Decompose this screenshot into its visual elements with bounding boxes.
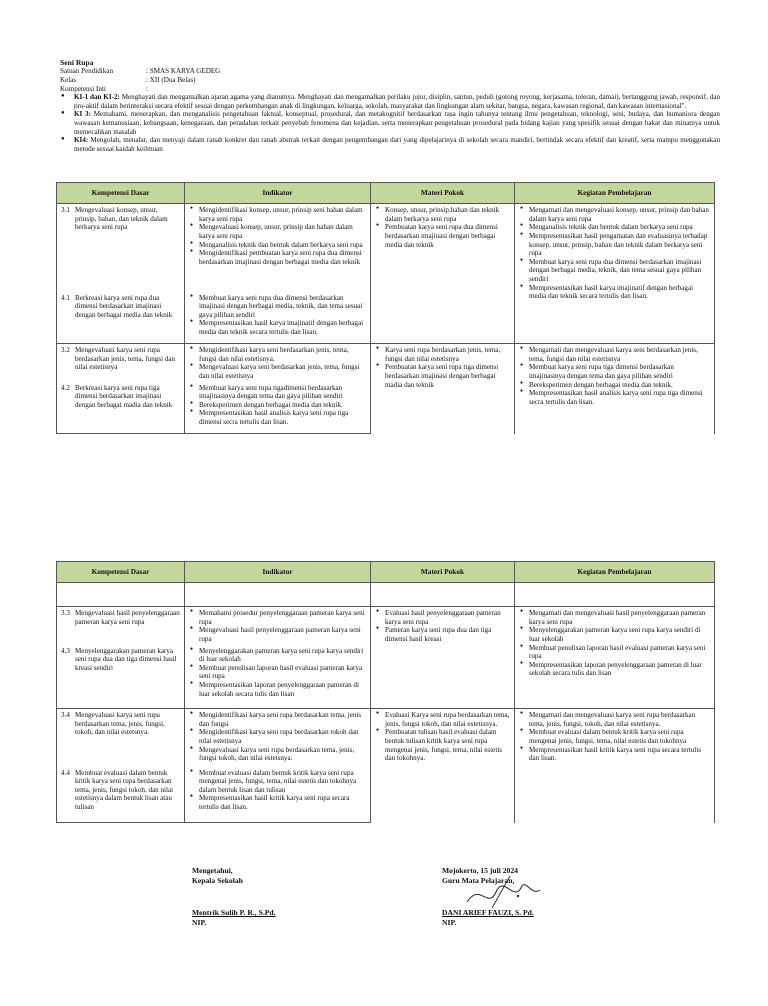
list-item: ● Menyelenggarakan pameran karya seni rupa karya sendiri di luar sekolah [529, 626, 710, 643]
list-item: ● Mempresentasikan hasil karya imajinatif dengan berbagai media dan teknik secara tertulis dan lisan. [529, 284, 710, 301]
list-item: ● Mengevaluasi hasil penyelenggaraan pameran karya seni rupa [199, 626, 366, 643]
kd-cell [57, 645, 185, 709]
col-header-kd: Kompetensi Dasar [57, 562, 185, 583]
col-header-kd: Kompetensi Dasar [57, 183, 185, 204]
indikator-cell [185, 292, 371, 344]
kd-number: 3.1 [61, 206, 70, 214]
kd-cell [57, 292, 185, 344]
info-value: : XII (Dua Belas) [146, 75, 196, 84]
table-row-spacer [57, 583, 715, 607]
info-row-school [60, 67, 720, 76]
list-item: ● Mengidentifikasi karya seni berdasarkan jenis, tema, fungsi dan nilai estetisnya. [199, 346, 366, 363]
kd-cell [57, 767, 185, 823]
info-row-ki [60, 85, 720, 94]
list-item: ● Mengamati dan mengevaluasi konsep, unsur, prinsip dan bahan dalam karya seni rupa [529, 206, 710, 223]
list-item: ● Pembuatan tulisan hasil evaluasi dalam bentuk tulisan kritik karya seni rupa mengenai jenis, fungsi, tema, nilai estetis dan tokohnya. [385, 728, 510, 763]
ki-item [74, 110, 720, 136]
list-item: ● Membuat karya seni rupa tigadimensi berdasarkan imajinasinya dengan tema dan gaya pilihan sendiri [199, 384, 366, 401]
kd-text: Mengevaluasi hasil penyelenggaraan pameran karya seni rupa [75, 609, 180, 626]
list-item: ● Mempresentasikan hasil kritik karya seni rupa secara tertulis dan lisan. [199, 794, 366, 811]
indikator-cell [185, 204, 371, 292]
materi-cell [371, 204, 515, 344]
list-item: ● Karya seni rupa berdasarkan jenis, tema, fungsi dan nilai estetisnya [385, 346, 510, 363]
document-header [60, 58, 720, 154]
nip-label: NIP. [192, 917, 207, 927]
ki-item [74, 93, 720, 110]
info-key: Satuan Pendidikan [60, 67, 113, 76]
ki-text: Menghayati dan mengamalkan ajaran agama yang dianutnya. Menghayati dan mengamalkan perilaku jujur, disiplin, santun, peduli (gotong royong, kerjasama, toleran, damai), bertanggung jawab, responsif, dan pro-aktif dalam berinteraksi secara efektif sesuai dengan perkembangan anak di lingkungan, keluarga, sekolah, masyarakat dan lingkungan alam sekitar, bangsa, negara, kawasan regional, dan kawasan internasional". [74, 93, 720, 110]
kd-number: 4.4 [61, 768, 70, 777]
list-item: ● Mengevaluasi karya seni berdasarkan jenis, tema, fungsi dan nilai estetisnya [199, 363, 366, 380]
list-item: ● Mengevaluasi karya seni rupa berdasarkan tema, jenis, fungsi tokoh, dan nilai estetsnya. [199, 746, 366, 763]
ki-text: Mengolah, menalar, dan menyaji dalam ranah konkret dan ranah abstrak terkait dengan pengembangan dari yang dipelajarinya di sekolah secara mandiri, bertindak secara efektif dan kreatif, serta mampu menggunakan metode sesuai kaidah keilmuan [74, 136, 720, 154]
list-item: ● Mengamati dan mengevaluasi karya seni berdasarkan jenis, tema, fungsi dan nilai estetisnya [529, 346, 710, 363]
list-item: ● Mengamati dan mengevaluasi hasil penyelenggaraan pameran karya seni rupa [529, 609, 710, 626]
kd-text: Berkreasi karya seni rupa tiga dimensi berdasarkan imajinasi dengan berbagai madia dan teknik [75, 383, 173, 409]
list-item: ● Mempresentasikan laporan penyelenggaraan pameran di luar sekolah secara tulis dan lisan [199, 681, 366, 698]
list-item: ● Mengidentifikasi pembuatan karya seni rupa dua dimensi berdasarkan imajinasi dengan berbagai media dan teknik [199, 249, 366, 266]
competency-table-2 [56, 561, 715, 823]
kegiatan-cell [515, 204, 715, 344]
kd-cell [57, 204, 185, 292]
col-header-kegiatan: Kegiatan Pembelajaran [515, 562, 715, 583]
kd-text: Mengevaluasi karya seni rupa berdasarkan tema, jenis, fungsi, tokoh, dan nilai estetsnya. [75, 711, 165, 737]
list-item: ● Mengidentifikasi karya seni rupa berdasarkan tokoh dan nilai estetisnya [199, 728, 366, 745]
indikator-cell [185, 382, 371, 434]
list-item: ● Mempresentasikan hasil karya imajinatif dengan berbagai media dan teknik secara tertulis dan lisan. [199, 319, 366, 336]
col-header-indikator: Indikator [185, 183, 371, 204]
kd-number: 3.4 [61, 711, 70, 720]
handwritten-signature [462, 874, 552, 914]
list-item: ● Mengevaluasi konsep, unsur, prinsip dan bahan dalam karya seni rupa [199, 223, 366, 240]
indikator-cell [185, 607, 371, 645]
table-row [57, 344, 715, 382]
kegiatan-cell [515, 607, 715, 709]
col-header-indikator: Indikator [185, 562, 371, 583]
list-item: ● Membuat evaluasi dalam bentuk kritik karya seni rupa mengenai jenis, fungsi, tema, nilai estetis dan tokohnya dalam bentuk lisan dan tulisan [199, 769, 366, 795]
ki-lead: KI4: [74, 136, 89, 145]
materi-cell [371, 709, 515, 823]
list-item: ● Pameran karya seni rupa dua dan tiga dimensi hasil kreasi [385, 626, 510, 643]
list-item: ● Membuat karya seni rupa dua dimensi berdasarkan imajinasi dengan berbagai media, teknik, dan tema sesuai gaya pilihan sendiri [529, 258, 710, 284]
kd-cell [57, 709, 185, 767]
sig-line: Guru Mata Pelajaran, [442, 875, 515, 885]
kd-text: Berkreasi karya seni rupa dua dimensi berdasarkan imajinasi dengan berbagai media dan teknik [75, 293, 173, 319]
list-item: ● Membuat penulisan laporan hasil evaluasi pameran karya seni rupa [529, 644, 710, 661]
indikator-cell [185, 645, 371, 709]
list-item: ● Mengamati dan mengevaluasi karya seni rupa berdasarkan tema, jenis, fungsi, tokoh, dan nilai estetisnya. [529, 711, 710, 728]
list-item: ● Bereksperimen dengan berbagai media dan teknik. [529, 381, 710, 390]
signature-right [442, 866, 534, 927]
ki-text: Memahami, menerapkan, dan menganalisis pengetahuan faktual, konseptual, prosedural, dan metakognitif berdasarkan rasa ingin tahunya tentang ilmu pengetahuan, teknologi, seni, budaya, dan humaniora dengan wawasan kemanusiaan, kebangsaan, kenegaraan, dan peradaban terkait penyebab fenomena dan kejadian, serta menerapkan pengetahuan prosedural pada bidang kajian yang spesifik sesuai dengan bakat dan minatnya untuk memecahkan masalah [74, 110, 720, 136]
kegiatan-cell [515, 709, 715, 823]
indikator-cell [185, 709, 371, 767]
col-header-materi: Materi Pokok [371, 183, 515, 204]
materi-cell [371, 344, 515, 434]
ki-item [74, 136, 720, 153]
subject-title: Seni Rupa [60, 58, 94, 67]
list-item: ● Menganalisis teknik dan bentuk dalam berkarya seni rupa [529, 223, 710, 232]
kd-text: Mengevaluasi karya seni rupa berdasarkan jenis, tema, fungsi dan nilai estetisnya [75, 346, 176, 372]
info-row-class [60, 76, 720, 85]
teacher-name: DANI ARIEF FAUZI, S. Pd. [442, 907, 534, 917]
list-item: ● Mempresentasikan hasil analisis karya seni rupa tiga dimensi secra tertulis dan lisan. [529, 389, 710, 406]
table-row [57, 204, 715, 292]
list-item: ● Pembuatan karya seni rupa tiga dimensi berdasarkan imajinasi dengan berbagai madia dan teknik [385, 363, 510, 389]
list-item: ● Evaluasi hasil penyelenggaraan pameran karya seni rupa [385, 609, 510, 626]
kegiatan-cell [515, 344, 715, 434]
kd-cell [57, 344, 185, 382]
kd-number: 4.3 [61, 646, 70, 655]
list-item: ● Mempresentasikan laporan penyelenggaraan pameran di luar sekolah secara tulis dan lisan [529, 661, 710, 678]
list-item: ● Membuat evaluasi dalam bentuk kritik karya seni rupa mengenai jenis, fungsi, tema, nilai estetis dan tokohnya [529, 728, 710, 745]
table-row [57, 607, 715, 645]
sig-line: Mengetahui, [192, 866, 233, 875]
kd-text: Menyelenggarakan pameran karya seni rupa dua dan tiga dimensi hasil kreasi sendiri [75, 646, 177, 672]
sig-line: Kepala Sekolah [192, 875, 243, 885]
kd-number: 4.1 [61, 293, 70, 302]
list-item: ● Membuat penulisan laporan hasil evaluasi pameran karya seni rupa [199, 664, 366, 681]
competency-table-1 [56, 182, 715, 434]
list-item: ● Mempresentasikan hasil analisis karya seni rupa tiga dimensi secra tertulis dan lisan. [199, 409, 366, 426]
ki-lead: KI 3: [74, 110, 91, 119]
list-item: ● Menyelenggarakan pameran karya seni rupa karya sendiri di luar sekolah [199, 647, 366, 664]
principal-name: Mentrik Sulih P. R., S.Pd. [192, 907, 276, 917]
list-item: ● Membuat karya seni rupa dua dimensi berdasarkan imajinasi dengan berbagai media, teknik, dan tema sesuai gaya pilihan sendiri [199, 294, 366, 320]
kd-text: Membuat evaluasi dalam bentuk kritik karya seni rupa berdasarkan tema, jenis, fungsi tokoh, dan nilai estetisnya dalam bentuk lisan atau tulisan [75, 768, 174, 812]
kd-number: 3.2 [61, 346, 70, 354]
indikator-cell [185, 767, 371, 823]
list-item: ● Mengidentifikasi konsep, unsur, prinsip seni bahan dalam karya seni rupa [199, 206, 366, 223]
list-item: ● Pembuatan karya seni rupa dua dimensi berdasarkan imajinasi dengan berbagai media dan teknik [385, 223, 510, 249]
list-item: ● Memahami prosedur penyelenggaraan pameran karya seni rupa [199, 609, 366, 626]
list-item: ● Konsep, unsur, prinsip,bahan dan teknik dalam berkarya seni rupa [385, 206, 510, 223]
nip-label: NIP. [442, 917, 457, 927]
list-item: ● Bereksperimen dengan berbagai media dan teknik. [199, 401, 366, 410]
kd-number: 3.3 [61, 609, 70, 617]
kd-number: 4.2 [61, 383, 70, 392]
materi-cell [371, 607, 515, 709]
sig-line: Mojokerto, 15 juli 2024 [442, 866, 518, 875]
indikator-cell [185, 344, 371, 382]
list-item: ● Mengidentifikasi karya seni rupa berdasarkan tema, jenis dan fungsi [199, 711, 366, 728]
col-header-materi: Materi Pokok [371, 562, 515, 583]
list-item: ● Menganalisis teknik dan bentuk dalam berkarya seni rupa [199, 241, 366, 250]
list-item: ● Mempresentasikan hasil pengamatan dan evaluasinya terhadap konsep, unsur, prinsip, bahan dan teknik dalam berkarya seni rupa [529, 232, 710, 258]
list-item: ● Membuat karya seni rupa tiga dimensi berdasarkan imajinasinya dengan tema dan gaya pilihan sendiri [529, 363, 710, 380]
kd-cell [57, 382, 185, 434]
core-competency-list [60, 93, 720, 153]
info-key: Kelas [60, 75, 77, 84]
list-item: ● Evaluasi Karya seni rupa berdasarkan tema, jenis, fungsi tokoh, dan nilai estetisnya. [385, 711, 510, 728]
list-item: ● Mempresentasikan hasil kritik karya seni rupa secara tertulis dan lisan. [529, 746, 710, 763]
info-value: : SMAS KARYA GEDEG [146, 67, 221, 76]
kd-text: Mengevaluasi konsep, unsur, prinsip, bahan, dan teknik dalam berkarya seni rupa [75, 206, 168, 232]
table-row [57, 709, 715, 767]
ki-lead: KI-1 dan KI-2: [74, 93, 120, 102]
info-value: : [146, 84, 148, 93]
kd-cell [57, 607, 185, 645]
col-header-kegiatan: Kegiatan Pembelajaran [515, 183, 715, 204]
signature-left [192, 866, 275, 927]
info-key: Kompetensi Inti [60, 84, 106, 93]
